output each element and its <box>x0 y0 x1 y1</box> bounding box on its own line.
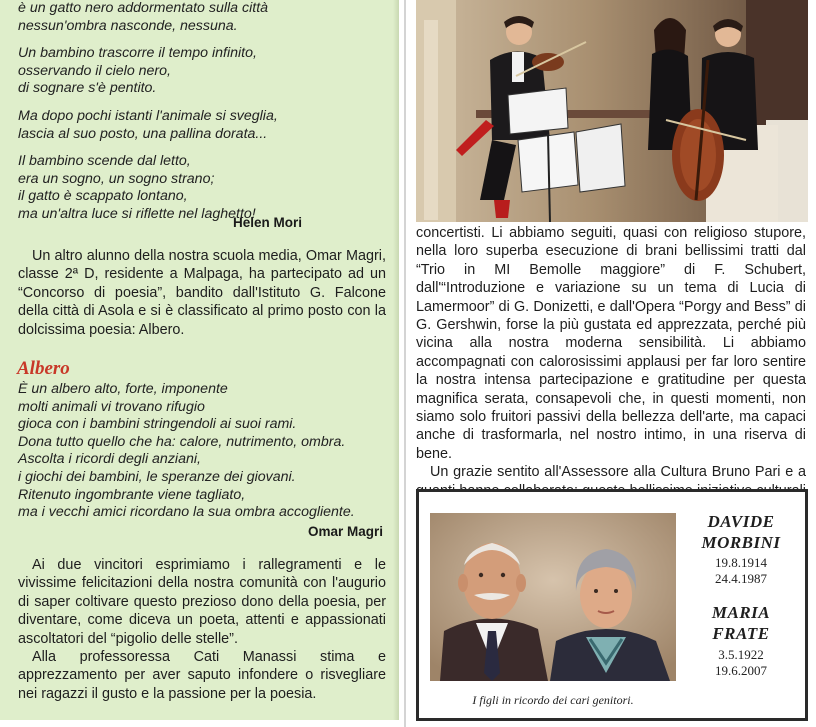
paragraph: Un altro alunno della nostra scuola media, Omar Magri, classe 2ª D, residente a Malpaga, ha partecipato ad un “Concorso di poesia”, bandito dall'Istituto G. Falcone della città di Asola e si è classificato al primo posto con la dolcissima poesia: Albero. <box>18 248 386 338</box>
paragraph: Alla professoressa Cati Manassi stima e apprezzamento per aver saputo infondere o risvegliare nei ragazzi il gusto e la passione per la poesia. <box>18 649 386 702</box>
poem-line: lascia al suo posto, una pallina dorata... <box>18 125 268 142</box>
person-first-name: DAVIDE <box>707 512 775 531</box>
memorial-caption: I figli in ricordo dei cari genitori. <box>472 693 634 707</box>
poem-title: Albero <box>17 358 70 379</box>
person-first-name: MARIA <box>711 603 771 622</box>
poem-stanza <box>18 108 278 143</box>
paragraph: Un grazie sentito all'Assessore alla Cultura Bruno Pari e a <box>430 464 806 481</box>
paragraph: Ai due vincitori esprimiamo i rallegramenti e le vivissime felicitazioni della nostra comunità con l'augurio di saper coltivare questo prezioso dono della poesia, per diventare, come diceva un poeta, attenti e appassionati ascoltatori del “pigolio delle stelle”. <box>18 557 386 647</box>
death-date: 24.4.1987 <box>715 571 767 586</box>
poem-line: osservando il cielo nero, <box>18 62 171 79</box>
left-column <box>0 0 399 720</box>
poem-line: molti animali vi trovano rifugio <box>18 398 205 415</box>
intro-paragraph <box>18 247 386 339</box>
page-gutter <box>399 0 412 727</box>
poem-author: Omar Magri <box>308 524 384 539</box>
poem-line: gioca con i bambini stringendoli ai suoi rami. <box>18 416 297 433</box>
poem-line: Ma dopo pochi istanti l'animale si sveglia, <box>18 107 278 124</box>
person-last-name: MORBINI <box>701 533 781 552</box>
poem-stanza <box>18 153 278 223</box>
closing-text <box>18 556 386 703</box>
death-date: 19.6.2007 <box>715 663 767 678</box>
poem-line: È un albero alto, forte, imponente <box>18 381 228 397</box>
memorial-portrait <box>430 513 676 681</box>
poem-albero <box>18 381 355 522</box>
page-fold-line <box>404 0 406 727</box>
concert-text <box>416 224 806 519</box>
poem-line: i giochi dei bambini, le speranze dei giovani. <box>18 468 296 485</box>
poem-line: Dona tutto quello che ha: calore, nutrimento, ombra. <box>18 433 346 450</box>
poem-line: era un sogno, un sogno strano; <box>18 170 215 187</box>
birth-date: 19.8.1914 <box>715 555 767 570</box>
poem-line: Un bambino trascorre il tempo infinito, <box>18 45 257 62</box>
poem-stanza <box>18 0 278 35</box>
paragraph: concertisti. Li abbiamo seguiti, quasi con religioso stupore, nella loro superba esecuzione di brani bellissimi tratti dal “Trio in MI Bemolle maggiore” di F. Schubert, dall'“Introduzione e variazione su un tema di Lucia di Lamermoor” di G. Donizetti, e dall'Opera “Porgy and Bess” di G. Gershwin, forse la più gustata ed apprezzata, perché più vicina alla nostra moderna sensibilità. Li abbiamo accompagnati con calorosissimi applausi per far loro sentire la nostra intensa partecipazione e gratitudine per questa magnifica serata, consapevoli che, in questi momenti, non siamo solo fruitori passivi della bellezza dell'arte, ma capaci anche di trasformarla, nel nostro intimo, in una riserva di bene. <box>416 225 806 462</box>
poem-line: di sognare s'è pentito. <box>18 80 157 97</box>
poem-line: ma un'altra luce si riflette nel laghetto! <box>18 205 256 222</box>
poem-line: Ritenuto ingombrante viene tagliato, <box>18 486 246 503</box>
poem-line: ma i vecchi amici ricordano la sua ombra accogliente. <box>18 504 355 521</box>
poem-stanza <box>18 45 278 98</box>
concert-photo <box>416 0 808 222</box>
poem-line: il gatto è scappato lontano, <box>18 188 188 205</box>
poem-line: Ascolta i ricordi degli anziani, <box>18 451 201 468</box>
person-last-name: FRATE <box>712 624 770 643</box>
birth-date: 3.5.1922 <box>718 647 764 662</box>
poem-author: Helen Mori <box>233 215 303 230</box>
poem-line: nessun'ombra nasconde, nessuna. <box>18 17 238 34</box>
poem-line: Il bambino scende dal letto, <box>18 153 191 170</box>
poem-gatto <box>18 0 278 234</box>
poem-line: è un gatto nero addormentato sulla città <box>18 0 269 16</box>
